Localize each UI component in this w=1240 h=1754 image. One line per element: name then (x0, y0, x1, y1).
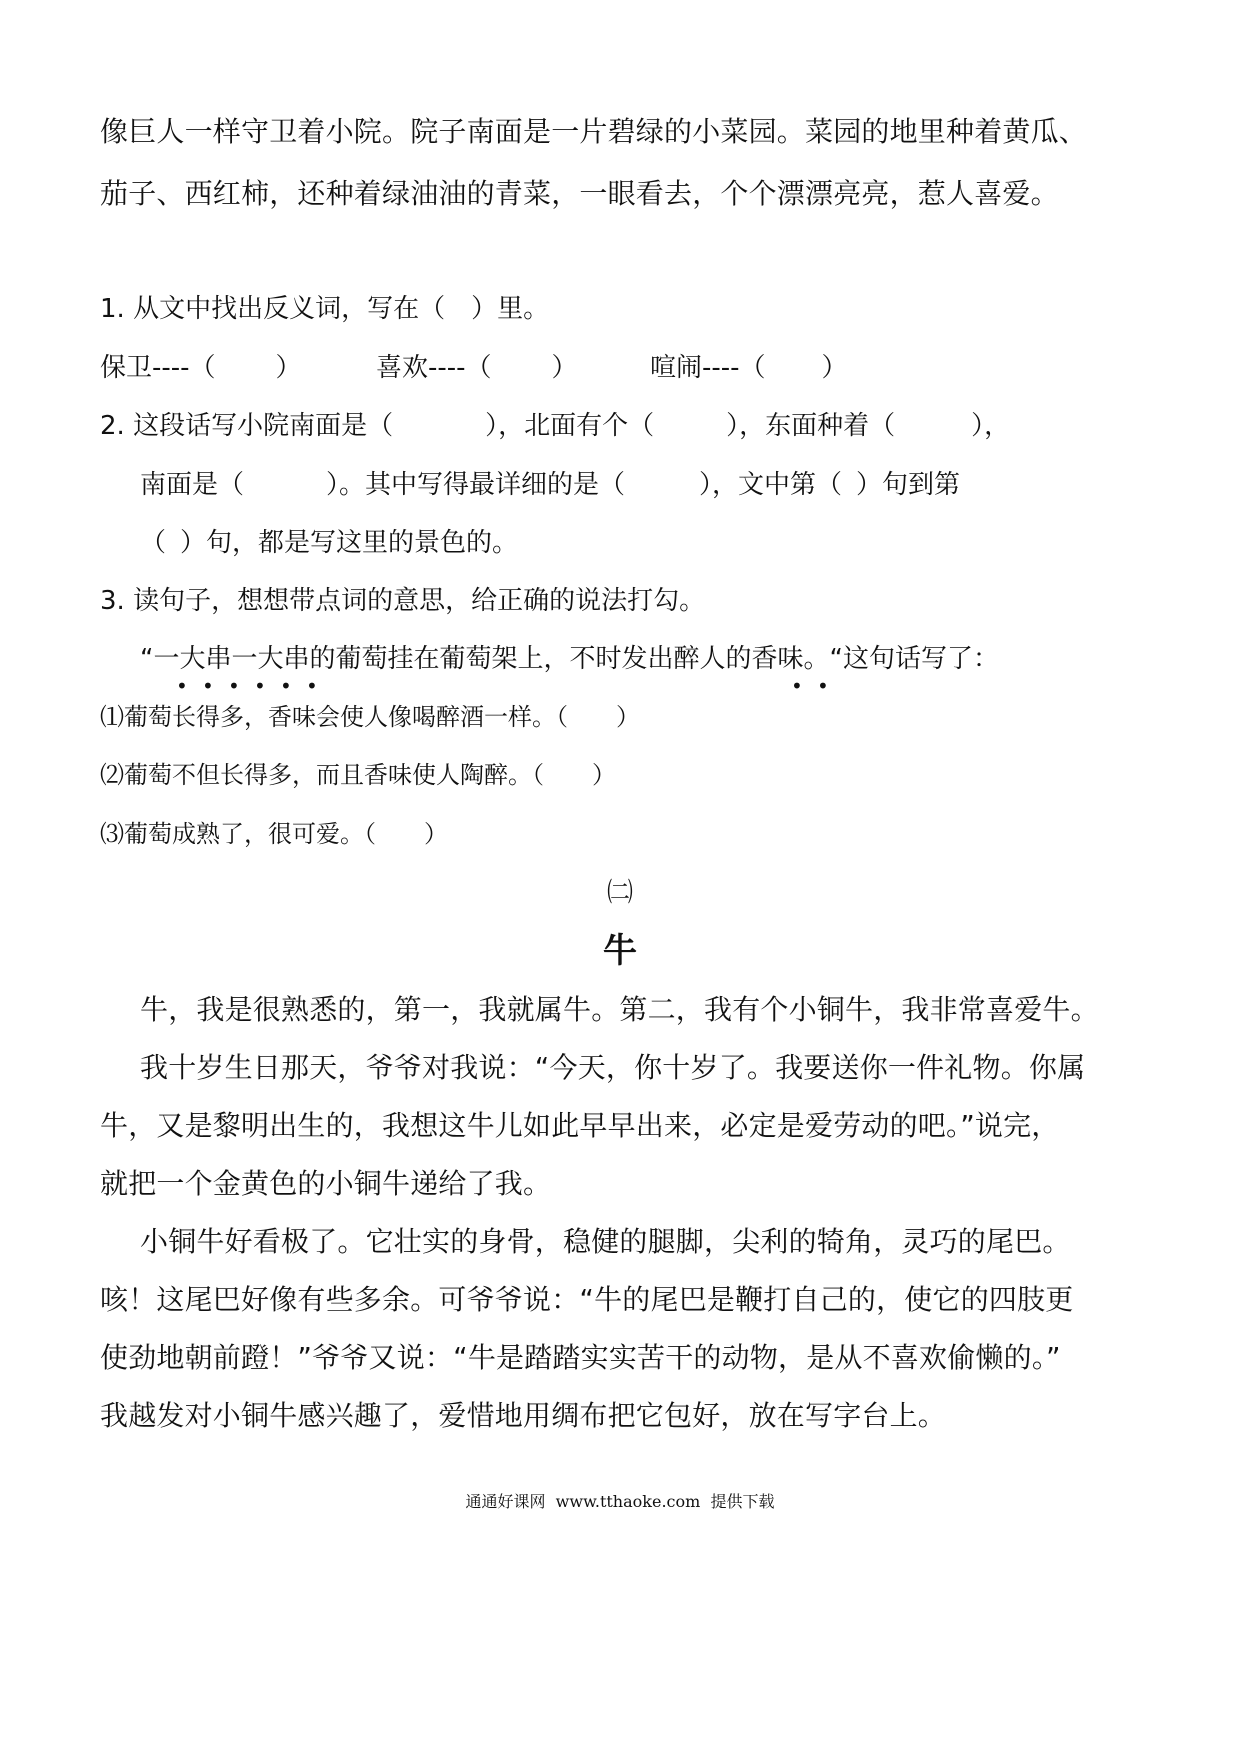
emphasis-dot: • (791, 674, 803, 698)
emphasis-dot: • (176, 674, 188, 698)
q1-prompt-part: 1. 从文中找出反义词，写在（ (100, 294, 446, 324)
emphasis-dot: • (254, 674, 266, 698)
emphasis-dot: • (280, 674, 292, 698)
passage1-line1: 像巨人一样守卫着小院。院子南面是一片碧绿的小菜园。菜园的地里种着黄瓜、 (100, 115, 1088, 148)
emphasis-dot: • (202, 674, 214, 698)
section-number: ㈡ (606, 878, 633, 908)
question-1-prompt (100, 296, 549, 322)
q2-part: ）句，都是写这里的景色的。 (180, 528, 519, 558)
q3-option-text: ⑵葡萄不但长得多，而且香味使人陶醉。（ (100, 761, 544, 789)
q2-part: ），文中第（ (699, 470, 843, 500)
q2-part: 2. 这段话写小院南面是（ (100, 411, 394, 441)
q2-part: ）句到第 (856, 470, 961, 500)
passage2-paragraph-1: 牛，我是很熟悉的，第一，我就属牛。第二，我有个小铜牛，我非常喜爱牛。 (140, 993, 1099, 1026)
emphasis-dot: • (228, 674, 240, 698)
q2-part: ）。其中写得最详细的是（ (326, 470, 626, 500)
passage2-p3-line1: 小铜牛好看极了。它壮实的身骨，稳健的腿脚，尖利的犄角，灵巧的尾巴。 (140, 1225, 1071, 1258)
q3-option-text: ⑶葡萄成熟了，很可爱。（ (100, 820, 376, 848)
question-2-line-2 (140, 472, 960, 498)
q3-close: ） (424, 820, 448, 848)
question-1-item-1 (100, 355, 302, 381)
q3-close: ） (592, 761, 616, 789)
q1-item-label: 喧闹----（ (650, 353, 766, 383)
q2-part: ），北面有个（ (485, 411, 655, 441)
question-3-option-3 (100, 822, 448, 846)
passage2-p2-line1: 我十岁生日那天，爷爷对我说：“今天，你十岁了。我要送你一件礼物。你属 (140, 1051, 1086, 1084)
question-3-prompt: 3. 读句子，想想带点词的意思，给正确的说法打勾。 (100, 586, 706, 616)
q1-close: ） (821, 353, 848, 383)
q3-close: ） (616, 703, 640, 731)
page-footer: 通通好课网 www.tthaoke.com 提供下载 (465, 1492, 775, 1511)
passage2-p2-line2: 牛，又是黎明出生的，我想这牛儿如此早早出来，必定是爱劳动的吧。”说完， (100, 1109, 1060, 1142)
passage2-p3-line2: 咳！这尾巴好像有些多余。可爷爷说：“牛的尾巴是鞭打自己的，使它的四肢更 (100, 1283, 1074, 1316)
passage2-p3-line3: 使劲地朝前蹬！”爷爷又说：“牛是踏踏实实苦干的动物，是从不喜欢偷懒的。” (100, 1341, 1061, 1374)
question-1-item-2 (376, 355, 578, 381)
passage2-p3-line4: 我越发对小铜牛感兴趣了，爱惜地用绸布把它包好，放在写字台上。 (100, 1399, 947, 1432)
q1-prompt-part: ）里。 (471, 294, 550, 324)
q1-close: ） (551, 353, 578, 383)
question-3-option-1 (100, 705, 640, 729)
question-1-item-3 (650, 355, 848, 381)
question-2-line-1 (100, 413, 1010, 439)
question-3-option-2 (100, 763, 616, 787)
q2-part: 南面是（ (140, 470, 245, 500)
question-3-sentence: “一大串一大串的葡萄挂在葡萄架上，不时发出醉人的香味。“这句话写了： (140, 644, 999, 674)
q1-item-label: 保卫----（ (100, 353, 216, 383)
q2-part: ）， (971, 411, 1011, 441)
emphasis-dot: • (306, 674, 318, 698)
q3-option-text: ⑴葡萄长得多，香味会使人像喝醉酒一样。（ (100, 703, 568, 731)
passage1-line2: 茄子、西红柿，还种着绿油油的青菜，一眼看去，个个漂漂亮亮，惹人喜爱。 (100, 177, 1059, 210)
emphasis-dot: • (817, 674, 829, 698)
q2-part: （ (140, 528, 167, 558)
question-2-line-3 (140, 530, 518, 556)
q2-part: ），东面种着（ (726, 411, 896, 441)
q1-item-label: 喜欢----（ (376, 353, 492, 383)
passage2-p2-line3: 就把一个金黄色的小铜牛递给了我。 (100, 1167, 552, 1200)
passage-title: 牛 (603, 931, 637, 971)
q1-close: ） (275, 353, 302, 383)
